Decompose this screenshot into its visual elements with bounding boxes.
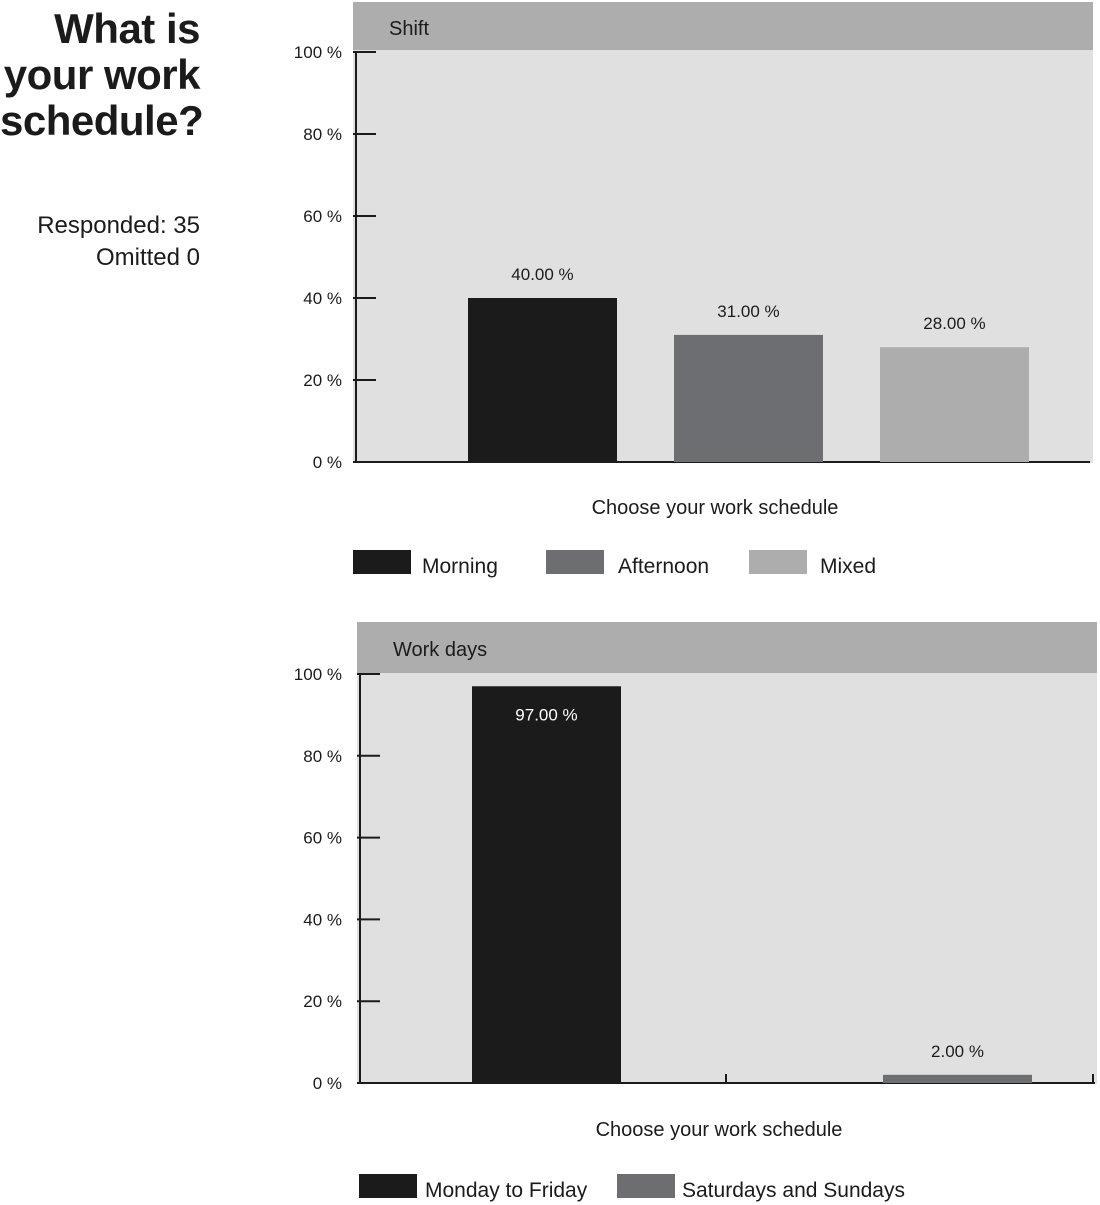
chart-title: Shift [389, 18, 430, 40]
data-label: 31.00 % [717, 301, 780, 321]
y-tick-label: 80 % [303, 125, 342, 144]
legend-swatch [359, 1174, 417, 1198]
bar-saturdays-and-sundays [883, 1075, 1032, 1083]
question-line: schedule? [0, 97, 204, 144]
y-tick-label: 80 % [303, 746, 342, 766]
bar-mixed [880, 347, 1029, 462]
y-tick-label: 20 % [303, 992, 342, 1012]
chart-panel [357, 622, 1097, 1084]
legend-swatch [353, 550, 411, 574]
bar-afternoon [674, 335, 823, 462]
question-line: What is [54, 5, 200, 52]
y-tick-label: 40 % [303, 289, 342, 308]
legend-label: Morning [422, 555, 498, 578]
bar-morning [468, 298, 617, 462]
data-label: 40.00 % [511, 265, 574, 284]
data-label: 2.00 % [931, 1041, 984, 1061]
legend-label: Afternoon [618, 555, 710, 578]
y-tick-label: 20 % [303, 371, 342, 390]
x-axis-label: Choose your work schedule [591, 497, 839, 519]
chart-header-band [353, 2, 1093, 50]
legend-label: Monday to Friday [425, 1179, 588, 1202]
omitted-count: Omitted 0 [95, 244, 200, 271]
x-axis-label: Choose your work schedule [595, 1119, 843, 1141]
y-tick-label: 100 % [293, 43, 342, 62]
legend-swatch [749, 550, 807, 574]
legend-label: Mixed [820, 555, 877, 578]
legend-swatch [546, 550, 604, 574]
legend-swatch [617, 1174, 675, 1198]
y-tick-label: 60 % [303, 207, 342, 226]
bar-monday-to-friday [472, 686, 621, 1083]
responded-count: Responded: 35 [37, 212, 200, 239]
y-tick-label: 0 % [312, 453, 342, 472]
chart-title: Work days [393, 639, 488, 661]
question-line: your work [3, 51, 200, 98]
y-tick-label: 100 % [293, 665, 342, 684]
legend-label: Saturdays and Sundays [682, 1179, 905, 1202]
data-label: 97.00 % [515, 705, 578, 725]
data-label: 28.00 % [923, 314, 986, 334]
y-tick-label: 40 % [303, 910, 342, 930]
y-tick-label: 60 % [303, 828, 342, 848]
y-tick-label: 0 % [312, 1074, 342, 1093]
